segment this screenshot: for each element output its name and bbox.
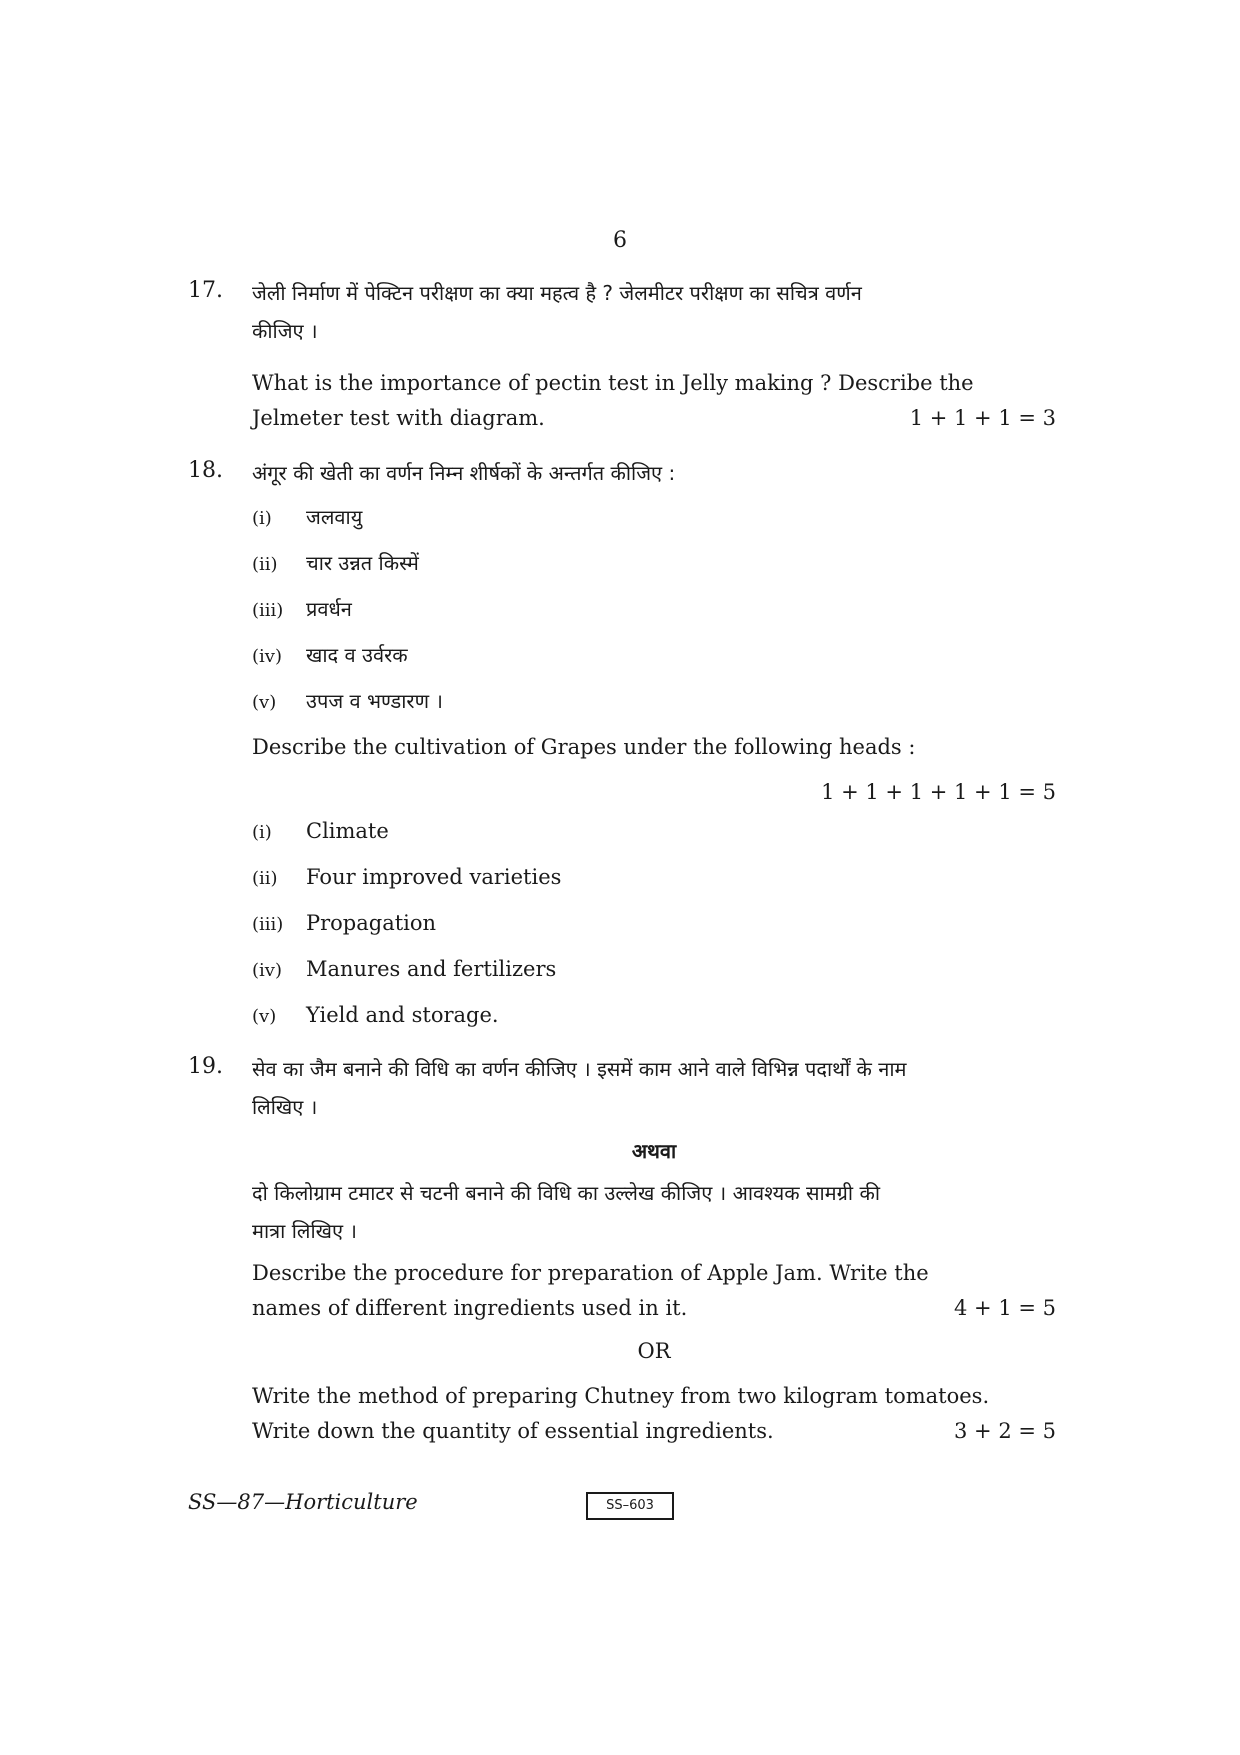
list-item bbox=[252, 860, 1056, 906]
item-number: (v) bbox=[252, 692, 277, 713]
list-item bbox=[252, 952, 1056, 998]
q17-hindi-line-1: जेली निर्माण में पेक्टिन परीक्षण का क्या महत्व है ? जेलमीटर परीक्षण का सचित्र वर्णन bbox=[252, 281, 862, 305]
question-17 bbox=[188, 274, 1056, 436]
list-item bbox=[252, 636, 1056, 682]
q18-english-list bbox=[252, 814, 1056, 1044]
list-item bbox=[252, 814, 1056, 860]
question-18 bbox=[188, 454, 1056, 1044]
list-item bbox=[252, 544, 1056, 590]
item-number: (iii) bbox=[252, 600, 284, 621]
page-number: 6 bbox=[613, 228, 627, 253]
q18-hindi-list bbox=[252, 498, 1056, 728]
q19-english-line-2-row bbox=[252, 1291, 1056, 1326]
q19-english-alt-line-2: Write down the quantity of essential ingredients. bbox=[252, 1419, 774, 1443]
item-text: चार उन्नत किस्में bbox=[306, 551, 419, 575]
q19-english-alt-line-2-row bbox=[252, 1414, 1056, 1449]
q19-english-line-1: Describe the procedure for preparation of Apple Jam. Write the bbox=[252, 1261, 929, 1285]
q17-hindi-line-2: कीजिए । bbox=[252, 319, 318, 343]
q19-hindi-alt-line-1: दो किलोग्राम टमाटर से चटनी बनाने की विधि का उल्लेख कीजिए । आवश्यक सामग्री की bbox=[252, 1181, 881, 1205]
list-item bbox=[252, 590, 1056, 636]
item-text: खाद व उर्वरक bbox=[306, 643, 408, 667]
q19-marks: 4 + 1 = 5 bbox=[954, 1296, 1056, 1320]
q18-english-intro: Describe the cultivation of Grapes under the following heads : bbox=[252, 735, 916, 759]
paper-code-box: SS–603 bbox=[586, 1492, 674, 1520]
question-number: 18. bbox=[188, 458, 223, 483]
item-text: Four improved varieties bbox=[306, 865, 562, 889]
q19-english-or: OR bbox=[637, 1339, 671, 1363]
item-number: (iv) bbox=[252, 960, 282, 981]
q18-marks: 1 + 1 + 1 + 1 + 1 = 5 bbox=[821, 780, 1056, 804]
q17-english-line-2: Jelmeter test with diagram. bbox=[252, 406, 545, 430]
q19-hindi-or: अथवा bbox=[631, 1139, 677, 1163]
paper-name: SS—87—Horticulture bbox=[188, 1490, 418, 1514]
q19-english-alt-line-1: Write the method of preparing Chutney from two kilogram tomatoes. bbox=[252, 1384, 990, 1408]
q17-english-line-2-row bbox=[252, 401, 1056, 436]
item-number: (i) bbox=[252, 508, 272, 529]
item-text: Climate bbox=[306, 819, 389, 843]
q19-hindi-line-2: लिखिए । bbox=[252, 1095, 318, 1119]
question-19 bbox=[188, 1050, 1056, 1449]
q17-marks: 1 + 1 + 1 = 3 bbox=[909, 406, 1056, 430]
item-number: (i) bbox=[252, 822, 272, 843]
item-text: Yield and storage. bbox=[306, 1003, 499, 1027]
q17-english-line-1: What is the importance of pectin test in Jelly making ? Describe the bbox=[252, 371, 974, 395]
list-item bbox=[252, 682, 1056, 728]
item-text: Propagation bbox=[306, 911, 437, 935]
question-number: 17. bbox=[188, 278, 223, 303]
item-number: (ii) bbox=[252, 554, 278, 575]
item-number: (iv) bbox=[252, 646, 282, 667]
item-text: Manures and fertilizers bbox=[306, 957, 557, 981]
question-number: 19. bbox=[188, 1054, 223, 1079]
q18-hindi-intro: अंगूर की खेती का वर्णन निम्न शीर्षकों के अन्तर्गत कीजिए : bbox=[252, 461, 676, 485]
list-item bbox=[252, 906, 1056, 952]
item-number: (v) bbox=[252, 1006, 277, 1027]
q19-alt-marks: 3 + 2 = 5 bbox=[954, 1419, 1056, 1443]
item-number: (ii) bbox=[252, 868, 278, 889]
q19-hindi-line-1: सेव का जैम बनाने की विधि का वर्णन कीजिए । इसमें काम आने वाले विभिन्न पदार्थों के नाम bbox=[252, 1057, 907, 1081]
q19-hindi-alt-line-2: मात्रा लिखिए । bbox=[252, 1219, 357, 1243]
item-text: जलवायु bbox=[306, 505, 363, 529]
q19-english-line-2: names of different ingredients used in it. bbox=[252, 1296, 688, 1320]
list-item bbox=[252, 998, 1056, 1044]
item-text: उपज व भण्डारण । bbox=[306, 689, 444, 713]
item-text: प्रवर्धन bbox=[306, 597, 352, 621]
item-number: (iii) bbox=[252, 914, 284, 935]
list-item bbox=[252, 498, 1056, 544]
